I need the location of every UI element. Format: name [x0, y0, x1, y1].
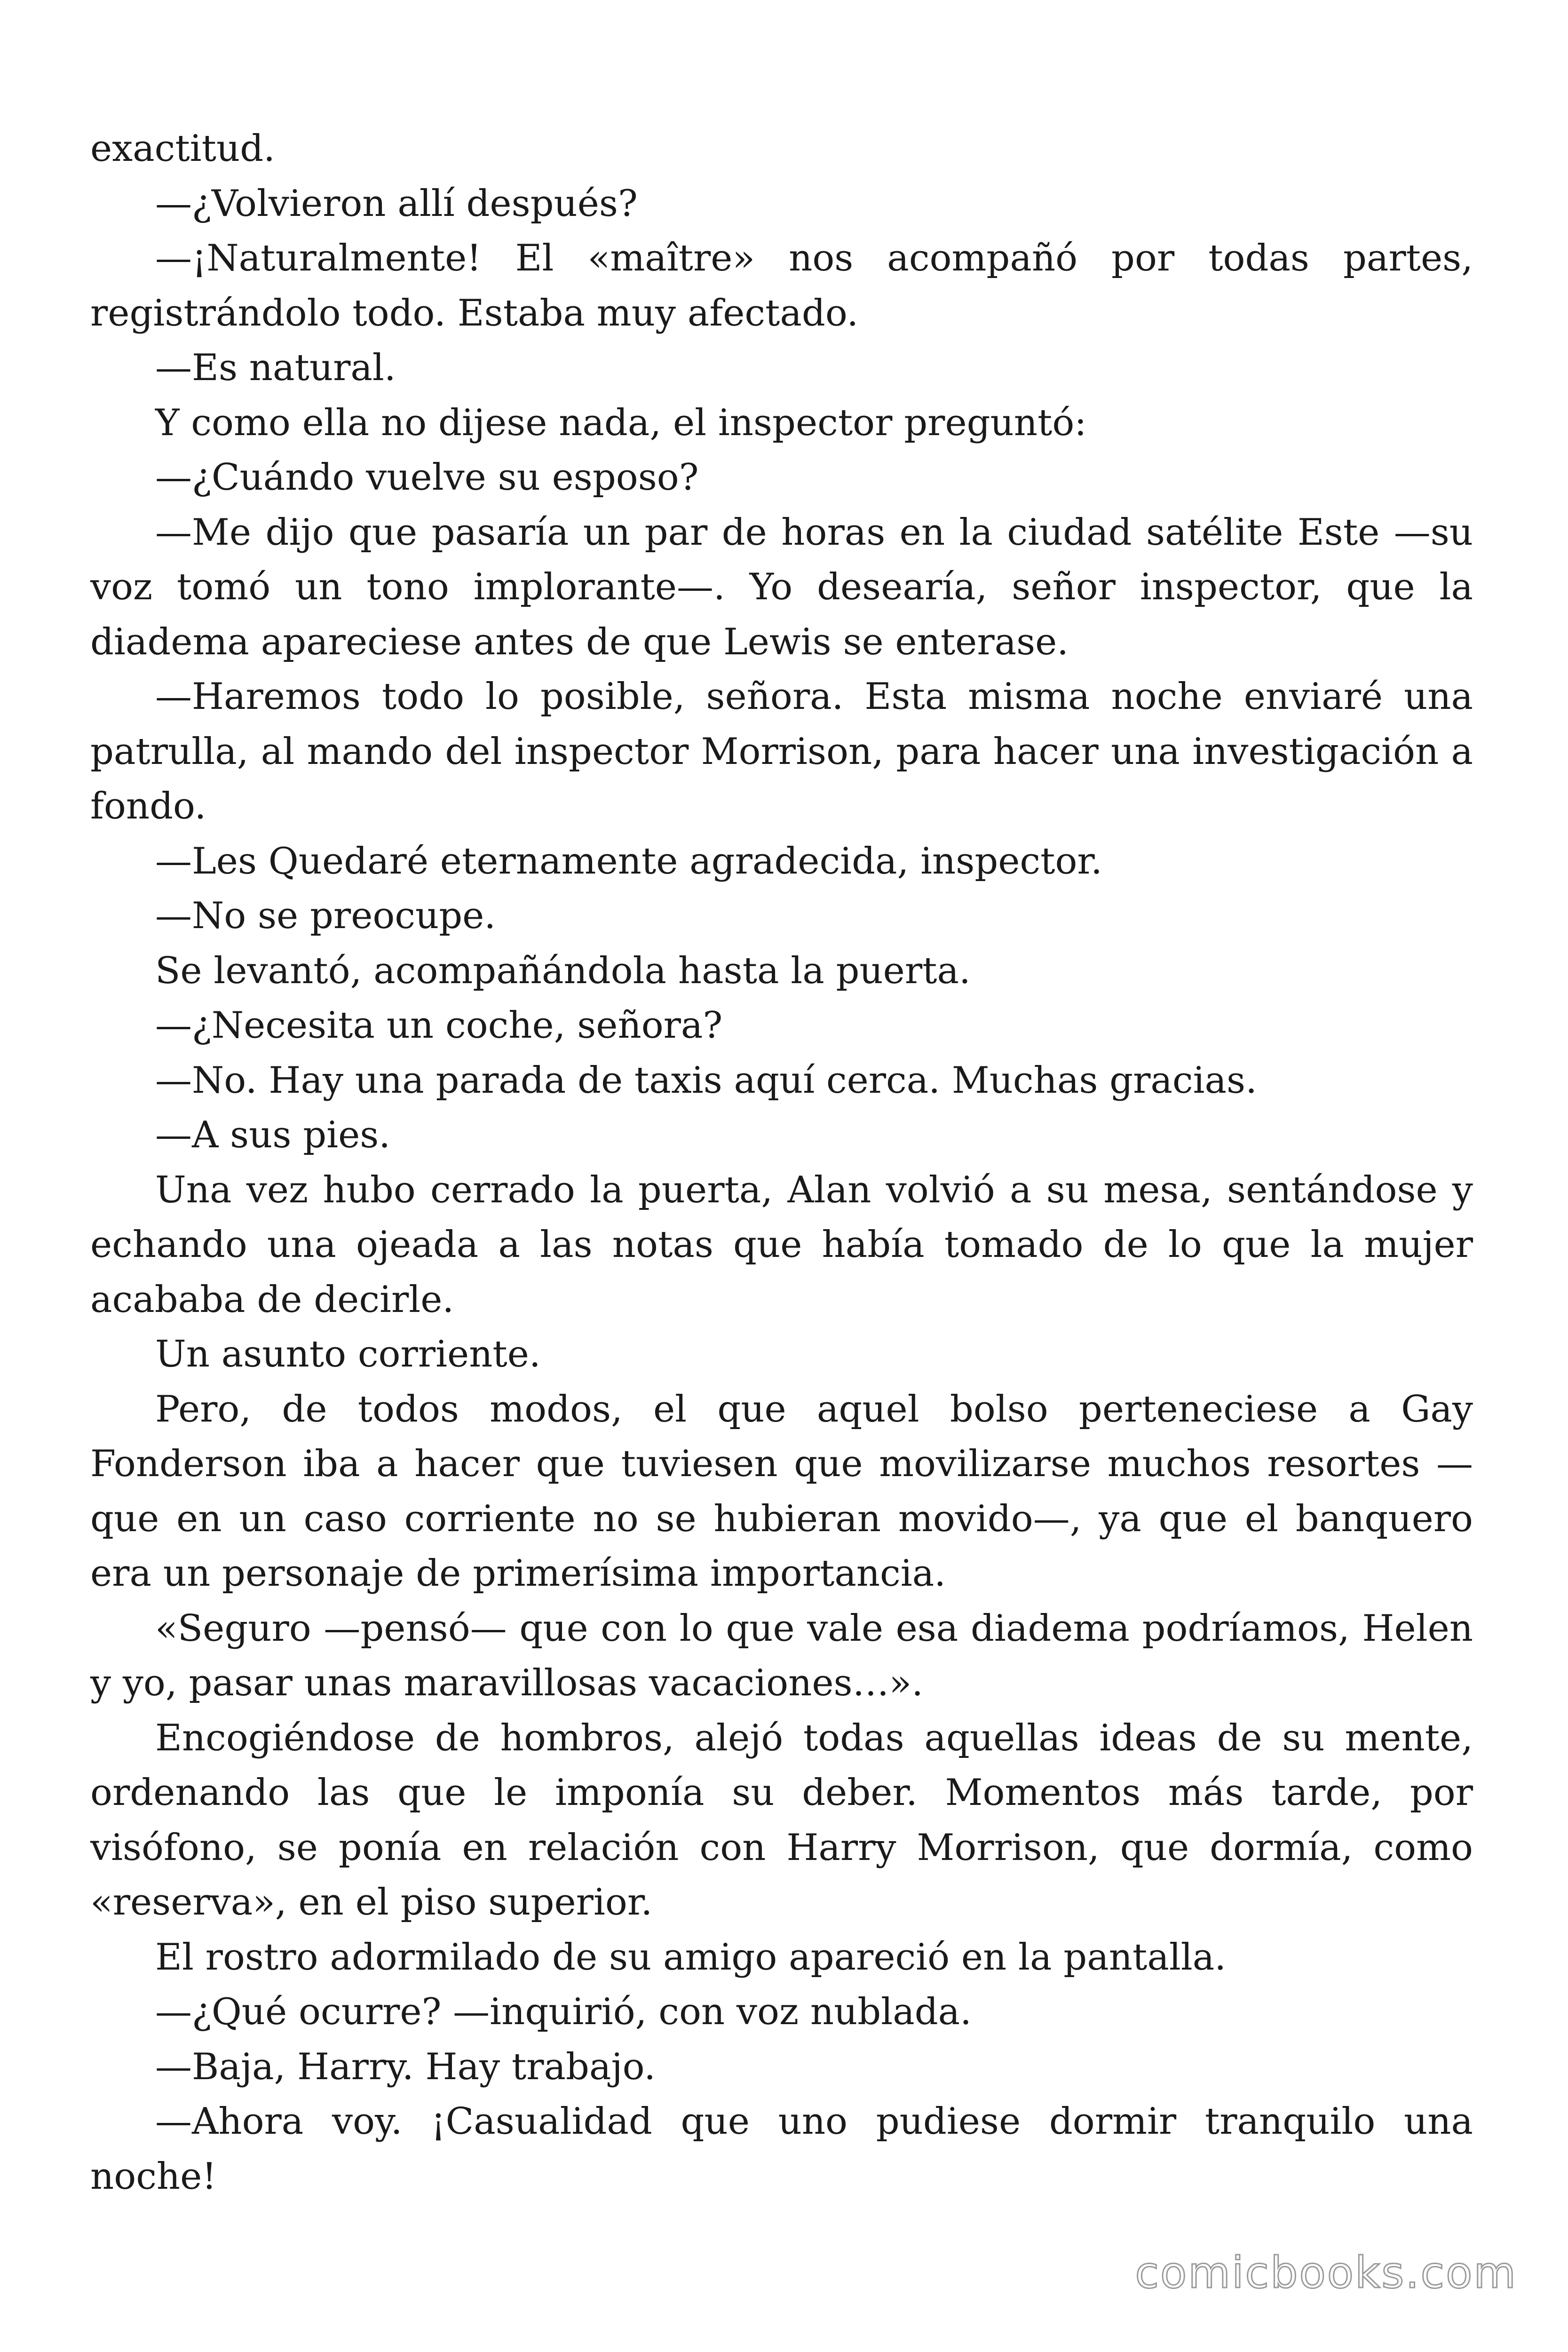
site-watermark: comicbooks.com	[1135, 2248, 1517, 2298]
paragraph: Un asunto corriente.	[155, 1333, 541, 1375]
paragraph: —¿Qué ocurre? —inquirió, con voz nublada.	[155, 1991, 972, 2033]
paragraph: —Me dijo que pasaría un par de horas en la ciudad satélite Este —su voz tomó un tono implorante—. Yo desearía, señor inspector, que la diadema apareciese antes de que Lewis se enterase.	[90, 511, 1473, 663]
paragraph: —A sus pies.	[155, 1114, 391, 1156]
paragraph: —¿Necesita un coche, señora?	[155, 1004, 723, 1047]
paragraph: Encogiéndose de hombros, alejó todas aquellas ideas de su mente, ordenando las que le imponía su deber. Momentos más tarde, por visófono, se ponía en relación con Harry Morrison, que dormía, como «reserva», en el piso superior.	[90, 1716, 1473, 1923]
paragraph: Una vez hubo cerrado la puerta, Alan volvió a su mesa, sentándose y echando una ojeada a las notas que había tomado de lo que la mujer acababa de decirle.	[90, 1168, 1473, 1321]
paragraph: —¿Cuándo vuelve su esposo?	[155, 456, 699, 499]
paragraph: —¿Volvieron allí después?	[155, 182, 638, 225]
paragraph: «Seguro —pensó— que con lo que vale esa diadema podríamos, Helen y yo, pasar unas maravillosas vacaciones…».	[90, 1607, 1473, 1704]
paragraph: —¡Naturalmente! El «maître» nos acompañó por todas partes, registrándolo todo. Estaba muy afectado.	[90, 237, 1473, 334]
paragraph: —No se preocupe.	[155, 895, 496, 937]
paragraph: —Es natural.	[155, 347, 396, 389]
paragraph: —Ahora voy. ¡Casualidad que uno pudiese dormir tranquilo una noche!	[90, 2100, 1473, 2198]
paragraph: Pero, de todos modos, el que aquel bolso perteneciese a Gay Fonderson iba a hacer que tuviesen que movilizarse muchos resortes —que en un caso corriente no se hubieran movido—, ya que el banquero era un personaje de primerísima importancia.	[90, 1388, 1473, 1595]
paragraph: —Les Quedaré eternamente agradecida, inspector.	[155, 840, 1102, 882]
body-text	[90, 121, 1473, 2204]
paragraph: El rostro adormilado de su amigo apareció en la pantalla.	[155, 1936, 1227, 1979]
paragraph: exactitud.	[90, 127, 275, 170]
paragraph: Y como ella no dijese nada, el inspector preguntó:	[155, 401, 1087, 444]
paragraph: —Baja, Harry. Hay trabajo.	[155, 2045, 656, 2088]
paragraph: —No. Hay una parada de taxis aquí cerca. Muchas gracias.	[155, 1059, 1257, 1102]
paragraph: —Haremos todo lo posible, señora. Esta misma noche enviaré una patrulla, al mando del inspector Morrison, para hacer una investigación a fondo.	[90, 675, 1473, 827]
paragraph: Se levantó, acompañándola hasta la puerta.	[155, 949, 971, 992]
